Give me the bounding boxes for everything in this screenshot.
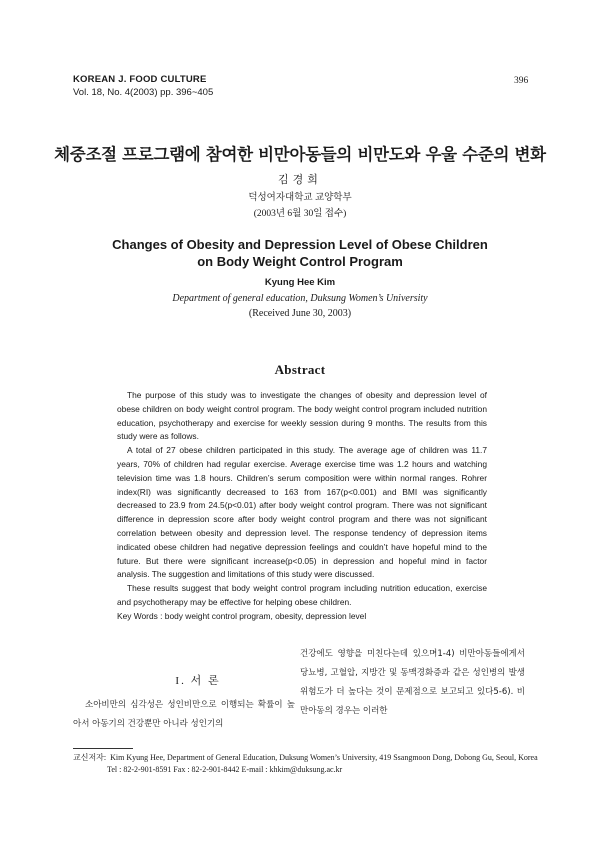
abstract-paragraph-3: These results suggest that body weight control program including nutrition education, exercise and psychotherapy may be effective for helping obese children. (117, 583, 487, 607)
korean-received-date: (2003년 6월 30일 접수) (253, 209, 347, 219)
english-title-line2: on Body Weight Control Program (197, 254, 403, 269)
section-heading-introduction: I. 서 론 (175, 675, 221, 687)
left-column (73, 696, 295, 734)
korean-author: 김경희 (278, 174, 322, 186)
keywords: Key Words : body weight control program, obesity, depression level (117, 610, 367, 621)
english-affiliation: Department of general education, Duksung Women’s University (172, 293, 428, 304)
intro-right-text: 건강에도 영향을 미친다는데 있으며1-4) 비만아동들에게서 당뇨병, 고혈압, 지방간 및 동맥경화증과 같은 성인병의 발생 위험도가 더 높다는 것이 문제점으로 보고되고 있다5-6). 비만아동의 경우는 이러한 (300, 649, 525, 716)
footnote-label: 교신저자: (73, 753, 107, 762)
journal-volume: Vol. 18, No. 4(2003) pp. 396~405 (73, 87, 214, 98)
footnote-address: Kim Kyung Hee, Department of General Education, Duksung Women’s University, 419 Ssangmoon Dong, Dobong Gu, Seoul, Korea (110, 753, 538, 762)
journal-name: KOREAN J. FOOD CULTURE (73, 74, 207, 85)
abstract-heading: Abstract (274, 362, 326, 377)
footnote-line-1 (73, 752, 542, 763)
english-title (0, 236, 600, 270)
footnote-rule (73, 748, 133, 749)
page-number: 396 (514, 76, 529, 86)
intro-left-text: 소아비만의 심각성은 성인비만으로 이행되는 확률이 높아서 아동기의 건강뿐만 아니라 성인기의 (73, 700, 295, 729)
right-column (300, 645, 525, 721)
abstract-paragraph-1: The purpose of this study was to investigate the changes of obesity and depression level of obese children on body weight control program. The body weight control program included nutrition education, psychotherapy and exercise for weekly session during 9 months. The results from this study were as follows. (117, 390, 487, 442)
footnote-contact: Tel : 82-2-901-8591 Fax : 82-2-901-8442 E-mail : khkim@duksung.ac.kr (107, 765, 343, 774)
abstract-paragraph-2: A total of 27 obese children participated in this study. The average age of children was 11.7 years, 70% of children had regular exercise. Average exercise time was 1.2 hours and watching television time was 1.8 hours. Children’s serum composition were within normal ranges. Rohrer index(RI) was significantly decreased to 163 from 167(p<0.001) and BMI was significantly decreased to 23.9 from 24.5(p<0.01) after body weight control program. There was not significant difference in depression score after body weight control program and there was not significant correlation between obesity and depression level. The response tendency of depression items indicated obese children had negative depression feelings and couldn’t have hopeful mind to the future. But there were significant increase(p<0.05) in depression and hopeful mind in factor analysis. The suggestion and limitations of this study were discussed. (117, 445, 487, 580)
abstract-body (117, 389, 487, 624)
english-title-line1: Changes of Obesity and Depression Level of Obese Children (112, 237, 488, 252)
english-author: Kyung Hee Kim (264, 277, 336, 288)
korean-affiliation: 덕성여자대학교 교양학부 (248, 193, 352, 203)
korean-title: 체중조절 프로그램에 참여한 비만아동들의 비만도와 우울 수준의 변화 (54, 145, 546, 164)
english-received-date: (Received June 30, 2003) (248, 308, 352, 319)
